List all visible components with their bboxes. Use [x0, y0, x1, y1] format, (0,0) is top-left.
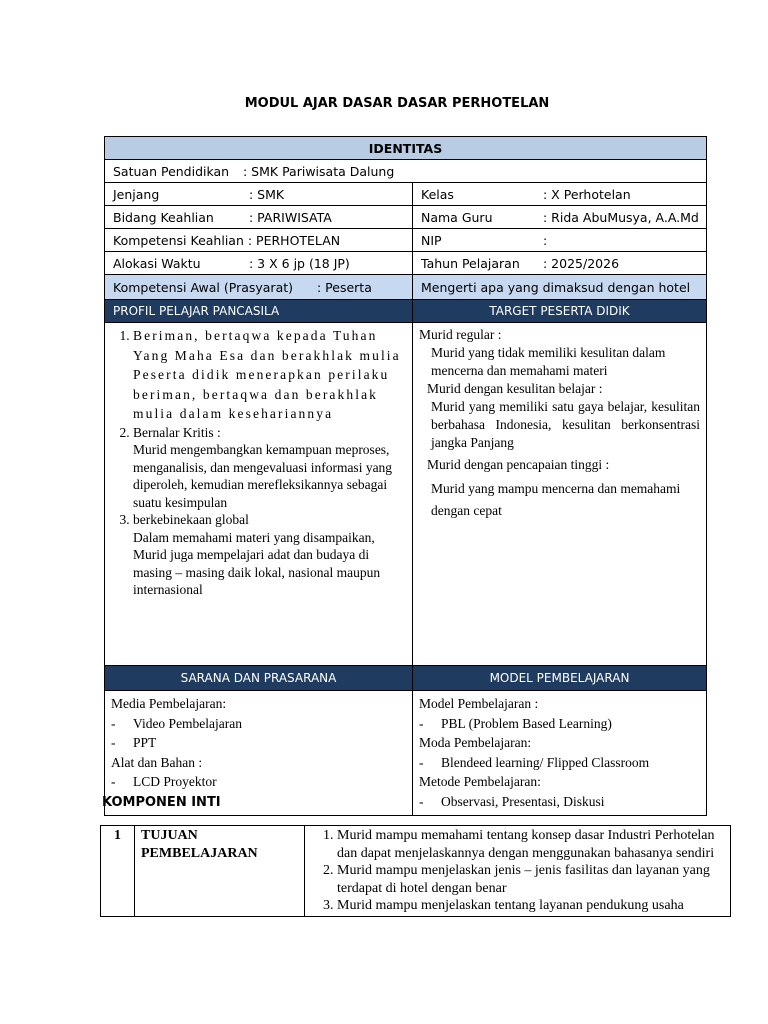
profil-list — [111, 326, 406, 599]
profil-item-desc: Dalam memahami materi yang disampaikan, Murid juga mempelajari adat dan budaya di masing – masing daik lokal, nasional maupun internasional — [133, 529, 381, 597]
row-kompetensi — [105, 229, 413, 252]
kompetensi-value: : PERHOTELAN — [247, 232, 341, 248]
kompetensi-awal-value: : Peserta — [317, 279, 372, 295]
guru-value: : Rida AbuMusya, A.A.Md — [543, 209, 699, 225]
tahun-label: Tahun Pelajaran — [421, 255, 520, 271]
list-item: 2. Murid mampu menjelaskan jenis – jenis fasilitas dan layanan yang terdapat di hotel dengan benar — [337, 862, 724, 897]
alokasi-value: : 3 X 6 jp (18 JP) — [249, 255, 350, 271]
target-regular-desc: Murid yang tidak memiliki kesulitan dalam mencerna dan memahami materi — [431, 345, 666, 378]
media-title: Media Pembelajaran: — [111, 696, 227, 711]
target-tinggi-title: Murid dengan pencapaian tinggi : — [427, 457, 610, 472]
row-kompetensi-awal — [105, 275, 413, 300]
tujuan-list — [311, 827, 724, 915]
list-item: - Blendeed learning/ Flipped Classroom — [419, 753, 700, 773]
moda-list — [419, 753, 700, 773]
tujuan-cell — [305, 826, 731, 917]
nip-label: NIP — [421, 232, 442, 248]
alat-title: Alat dan Bahan : — [111, 754, 203, 770]
row-alokasi — [105, 252, 413, 275]
target-tinggi-desc: Murid yang mampu mencerna dan memahami dengan cepat — [431, 481, 681, 518]
profil-item-title: berkebinekaan global — [133, 512, 249, 527]
row-label: TUJUAN PEMBELAJARAN — [135, 826, 305, 917]
row-jenjang — [105, 183, 413, 206]
kompetensi-label: Kompetensi Keahlian — [113, 232, 244, 248]
list-item: - PBL (Problem Based Learning) — [419, 714, 700, 734]
bidang-value: : PARIWISATA — [249, 209, 332, 225]
identitas-header: IDENTITAS — [105, 137, 707, 160]
row-tahun — [413, 252, 707, 275]
list-item — [133, 424, 406, 512]
komponen-table — [100, 825, 731, 917]
nip-value: : — [543, 232, 548, 248]
kelas-label: Kelas — [421, 186, 454, 202]
list-item: - Observasi, Presentasi, Diskusi — [419, 792, 700, 812]
model-header: MODEL PEMBELAJARAN — [413, 666, 707, 691]
kelas-value: : X Perhotelan — [543, 186, 631, 202]
target-cell — [413, 323, 707, 666]
row-bidang — [105, 206, 413, 229]
kompetensi-awal-label: Kompetensi Awal (Prasyarat) — [113, 279, 294, 295]
list-item: 3. Murid mampu menjelaskan tentang layanan pendukung usaha — [337, 897, 724, 915]
target-kesulitan-desc: Murid yang memiliki satu gaya belajar, kesulitan berbahasa Indonesia, kesulitan berkonsentrasi jangka Panjang — [431, 399, 700, 450]
model-title: Model Pembelajaran : — [419, 696, 539, 711]
tahun-value: : 2025/2026 — [543, 255, 620, 271]
media-list — [111, 714, 406, 753]
list-item: - LCD Proyektor — [111, 772, 406, 792]
alat-list — [111, 772, 406, 792]
profil-item-desc: Murid mengembangkan kemampuan meproses, menganalisis, dan mengevaluasi informasi yang diperoleh, kemudian merefleksikannya sebagai suatu kesimpulan — [133, 442, 393, 510]
metode-title: Metode Pembelajaran: — [419, 774, 541, 789]
jenjang-value: : SMK — [249, 186, 285, 202]
profil-cell — [105, 323, 413, 666]
profil-item-desc: Peserta didik menerapkan perilaku beriman, bertaqwa dan berakhlak mulia dalam kesehariannya — [133, 367, 390, 421]
target-kesulitan-title: Murid dengan kesulitan belajar : — [427, 381, 603, 396]
identitas-table — [104, 136, 707, 816]
kompetensi-awal-value2: Mengerti apa yang dimaksud dengan hotel — [413, 275, 707, 300]
row-number: 1 — [101, 826, 135, 917]
row-guru — [413, 206, 707, 229]
metode-list — [419, 792, 700, 812]
list-item — [133, 326, 406, 424]
bidang-label: Bidang Keahlian — [113, 209, 214, 225]
target-regular-title: Murid regular : — [419, 327, 502, 342]
satuan-value: : SMK Pariwisata Dalung — [243, 163, 395, 179]
list-item: - Video Pembelajaran — [111, 714, 406, 734]
list-item: - PPT — [111, 733, 406, 753]
page-title: MODUL AJAR DASAR DASAR PERHOTELAN — [244, 96, 550, 111]
satuan-label: Satuan Pendidikan — [113, 163, 230, 179]
list-item — [133, 511, 406, 599]
model-list — [419, 714, 700, 734]
profil-header: PROFIL PELAJAR PANCASILA — [105, 300, 413, 323]
profil-item-title: Beriman, bertaqwa kepada Tuhan Yang Maha Esa dan berakhlak mulia — [133, 328, 401, 363]
profil-item-title: Bernalar Kritis : — [133, 424, 221, 440]
komponen-heading: KOMPONEN INTI — [102, 795, 221, 810]
target-header: TARGET PESERTA DIDIK — [413, 300, 707, 323]
row-nip — [413, 229, 707, 252]
moda-title: Moda Pembelajaran: — [419, 735, 532, 750]
alokasi-label: Alokasi Waktu — [113, 255, 201, 271]
guru-label: Nama Guru — [421, 209, 493, 225]
list-item: 1. Murid mampu memahami tentang konsep dasar Industri Perhotelan dan dapat menjelaskannya dengan menggunakan bahasanya sendiri — [337, 827, 724, 862]
sarana-header: SARANA DAN PRASARANA — [105, 666, 413, 691]
model-cell — [413, 691, 707, 816]
row-kelas — [413, 183, 707, 206]
jenjang-label: Jenjang — [113, 186, 160, 202]
row-satuan — [105, 160, 707, 183]
